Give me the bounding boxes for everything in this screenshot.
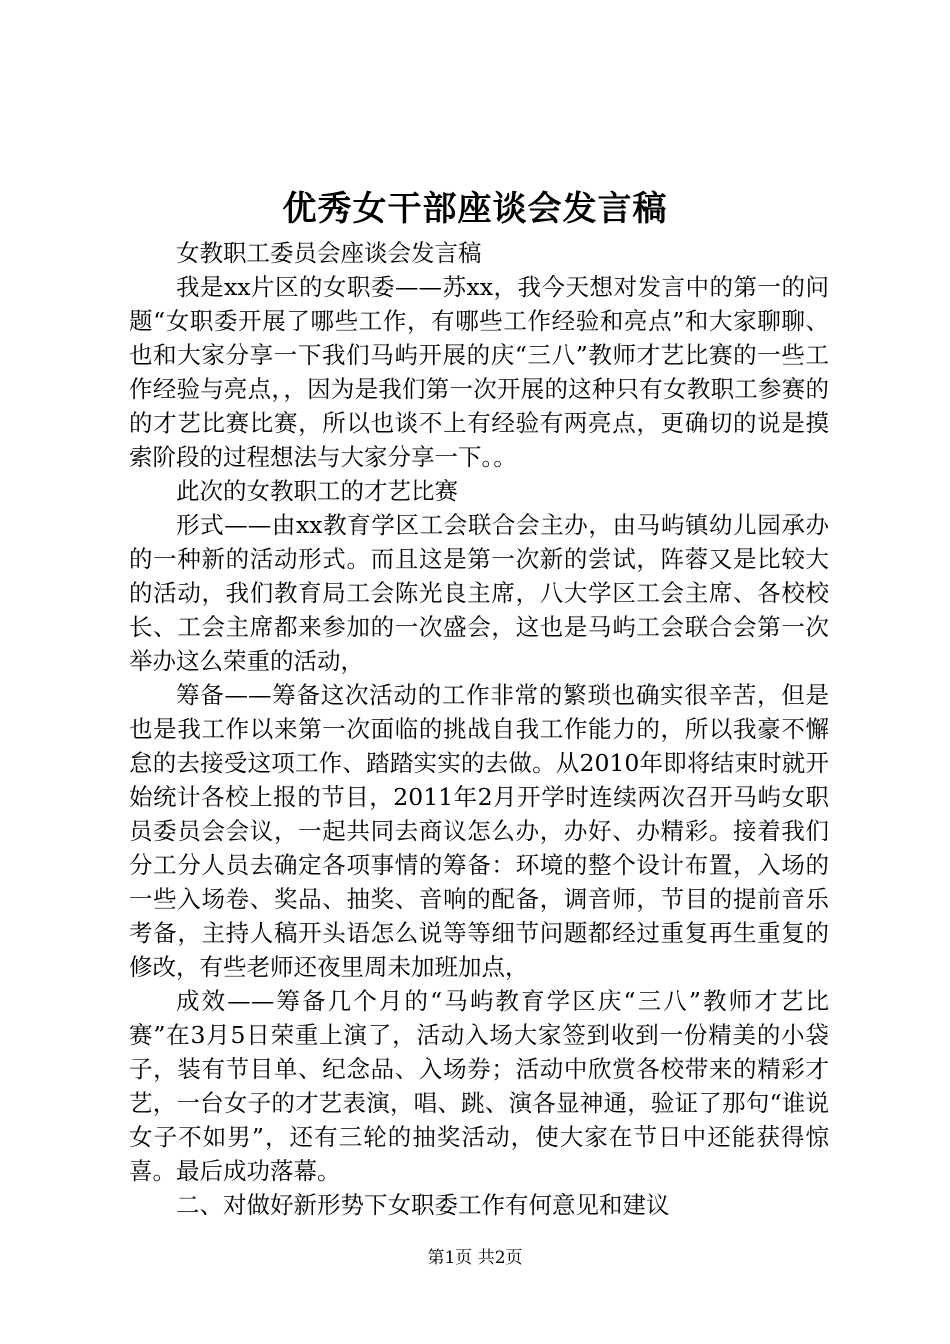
paragraph-format: 形式——由xx教育学区工会联合会主办，由马屿镇幼儿园承办的一种新的活动形式。而且这是第一次新的尝试，阵蓉又是比较大的活动，我们教育局工会陈光良主席，八大学区工会主席、各校校长、工会主席都来参加的一次盛会，这也是马屿工会联合会第一次举办这么荣重的活动， — [129, 511, 829, 675]
page-number-footer: 第1页 共2页 — [427, 1248, 523, 1268]
paragraph-section-two: 二、对做好新形势下女职委工作有何意见和建议 — [176, 1191, 670, 1219]
paragraph-preparation: 筹备——筹备这次活动的工作非常的繁琐也确实很辛苦，但是也是我工作以来第一次面临的挑战自我工作能力的，所以我豪不懈怠的去接受这项工作、踏踏实实的去做。从2010年即将结束时就开始统计各校上报的节目，2011年2月开学时连续两次召开马屿女职员委员会会议，一起共同去商议怎么办，办好、办精彩。接着我们分工分人员去确定各项事情的筹备：环境的整个设计布置，入场的一些入场卷、奖品、抽奖、音响的配备，调音师，节目的提前音乐考备，主持人稿开头语怎么说等等细节问题都经过重复再生重复的修改，有些老师还夜里周未加班加点， — [129, 681, 829, 981]
paragraph-results: 成效——筹备几个月的“马屿教育学区庆“三八”教师才艺比赛”在3月5日荣重上演了，活动入场大家签到收到一份精美的小袋子，装有节目单、纪念品、入场券；活动中欣赏各校带来的精彩才艺，一台女子的才艺表演，唱、跳、演各显神通，验证了那句“谁说女子不如男”，还有三轮的抽奖活动，使大家在节日中还能获得惊喜。最后成功落幕。 — [129, 987, 829, 1185]
document-body — [129, 236, 829, 1222]
paragraph-section-heading: 此次的女教职工的才艺比赛 — [176, 477, 458, 505]
paragraph-intro: 我是xx片区的女职委——苏xx，我今天想对发言中的第一的问题“女职委开展了哪些工作，有哪些工作经验和亮点”和大家聊聊、也和大家分享一下我们马屿开展的庆“三八”教师才艺比赛的一些工作经验与亮点，，因为是我们第一次开展的这种只有女教职工参赛的的才艺比赛比赛，所以也谈不上有经验有两亮点，更确切的说是摸索阶段的过程想法与大家分享一下。。 — [129, 273, 829, 471]
paragraph-heading: 女教职工委员会座谈会发言稿 — [176, 239, 482, 267]
document-title: 优秀女干部座谈会发言稿 — [282, 189, 668, 229]
